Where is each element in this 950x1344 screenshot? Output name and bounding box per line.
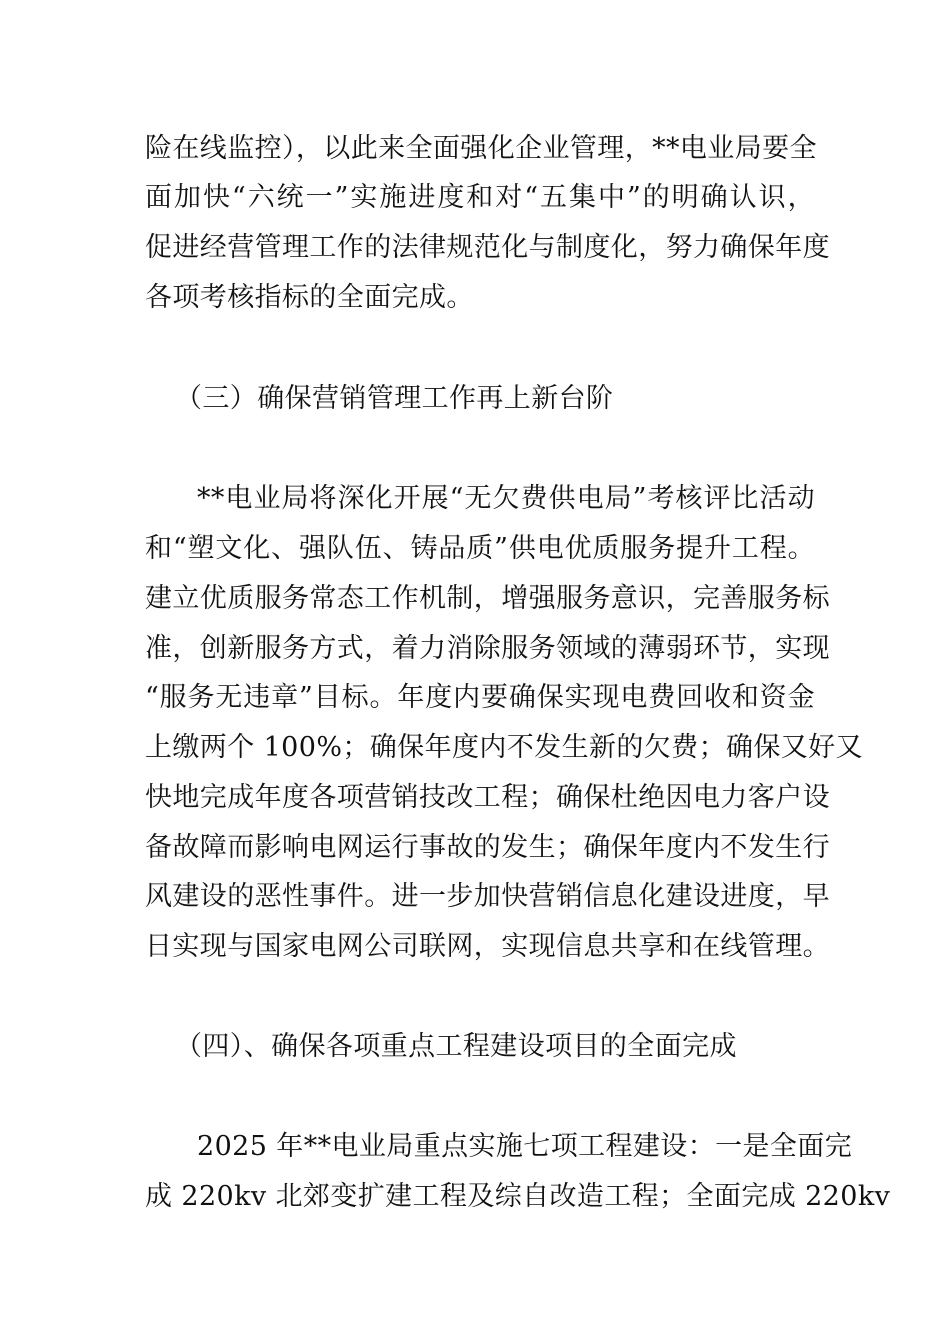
paragraph-line: “服务无违章”目标。年度内要确保实现电费回收和资金: [145, 682, 815, 713]
paragraph-line: 风建设的恶性事件。进一步加快营销信息化建设进度，早: [145, 881, 830, 912]
paragraph-line: 日实现与国家电网公司联网，实现信息共享和在线管理。: [145, 931, 830, 962]
paragraph-line: 快地完成年度各项营销技改工程；确保杜绝因电力客户设: [145, 782, 830, 813]
paragraph-line: 促进经营管理工作的法律规范化与制度化，努力确保年度: [145, 232, 830, 263]
section-heading: （三）确保营销管理工作再上新台阶: [175, 383, 614, 414]
section-heading: （四）、确保各项重点工程建设项目的全面完成: [175, 1031, 737, 1062]
paragraph-line: 险在线监控），以此来全面强化企业管理，**电业局要全: [145, 133, 817, 164]
paragraph-line: 2025 年**电业局重点实施七项工程建设：一是全面完: [197, 1131, 853, 1162]
paragraph-line: 备故障而影响电网运行事故的发生；确保年度内不发生行: [145, 832, 830, 863]
paragraph-line: 上缴两个 100%；确保年度内不发生新的欠费；确保又好又: [145, 732, 863, 763]
paragraph-line: 面加快“六统一”实施进度和对“五集中”的明确认识，: [145, 182, 815, 213]
paragraph-line: 各项考核指标的全面完成。: [145, 282, 474, 313]
paragraph-line: 准，创新服务方式，着力消除服务领域的薄弱环节，实现: [145, 633, 830, 664]
paragraph-line: 成 220kv 北郊变扩建工程及综自改造工程；全面完成 220kv: [145, 1181, 891, 1212]
paragraph-line: 和“塑文化、强队伍、铸品质”供电优质服务提升工程。: [145, 533, 815, 564]
paragraph-line: **电业局将深化开展“无欠费供电局”考核评比活动: [197, 483, 815, 514]
paragraph-line: 建立优质服务常态工作机制，增强服务意识，完善服务标: [145, 583, 830, 614]
